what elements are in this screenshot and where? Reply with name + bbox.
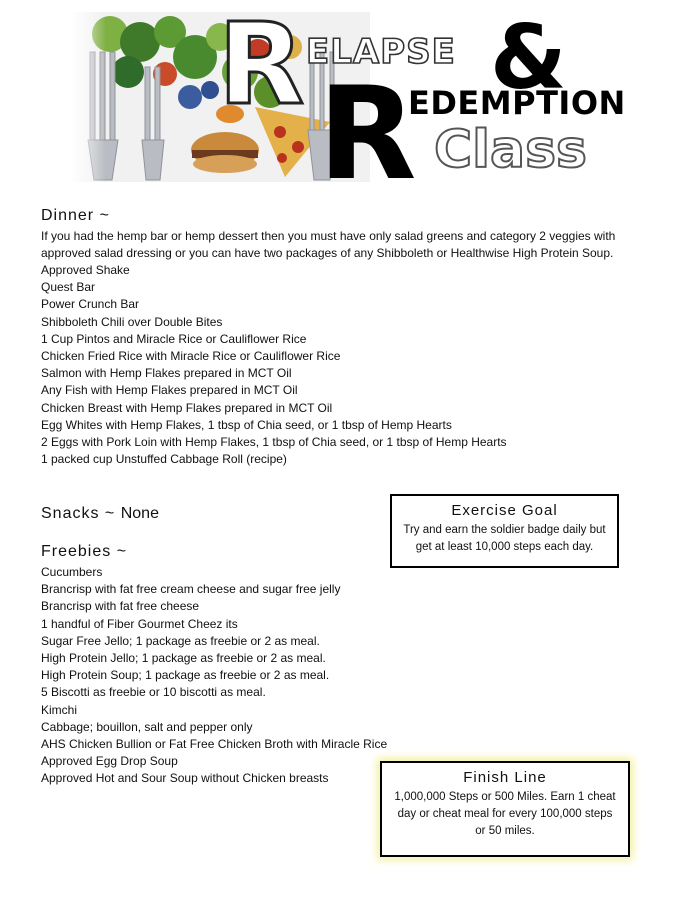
logo-letter-r2: R [318,60,415,209]
list-item: 2 Eggs with Pork Loin with Hemp Flakes, 1 tbsp of Chia seed, or 1 tbsp of Hemp Hearts [41,435,507,450]
list-item: High Protein Jello; 1 package as freebie or 2 as meal. [41,651,326,666]
list-item: 1 handful of Fiber Gourmet Cheez its [41,616,238,631]
dinner-heading: Dinner ~ [41,207,110,224]
list-item: Chicken Fried Rice with Miracle Rice or Cauliflower Rice [41,349,341,364]
exercise-goal-box [390,494,619,568]
list-item: Approved Shake [41,263,130,277]
list-item: Cabbage; bouillon, salt and pepper only [41,719,253,734]
header-banner [70,0,630,209]
snacks-heading-label: Snacks ~ [41,505,116,522]
snacks-value: None [120,505,159,522]
list-item: Brancrisp with fat free cream cheese and sugar free jelly [41,582,341,597]
list-item: Brancrisp with fat free cheese [41,599,200,614]
list-item: 5 Biscotti as freebie or 10 biscotti as meal. [41,685,266,700]
list-item: Egg Whites with Hemp Flakes, 1 tbsp of Chia seed, or 1 tbsp of Hemp Hearts [41,417,452,432]
freebies-list [41,564,387,788]
exercise-goal-text: Try and earn the soldier badge daily but get at least 10,000 steps each day. [403,524,606,553]
list-item: AHS Chicken Bullion or Fat Free Chicken Broth with Miracle Rice [41,737,388,752]
list-item: Approved Hot and Sour Soup without Chicken breasts [41,771,329,786]
logo-ampersand: & [490,6,567,109]
list-item: Quest Bar [41,280,96,295]
list-item: 1 packed cup Unstuffed Cabbage Roll (recipe) [41,452,287,467]
logo-word-class: Class [434,120,587,180]
list-item: Cucumbers [41,565,103,579]
list-item: High Protein Soup; 1 package as freebie or 2 as meal. [41,668,330,683]
list-item: Approved Egg Drop Soup [41,754,178,769]
freebies-heading: Freebies ~ [41,543,128,560]
finish-line-title: Finish Line [463,769,547,786]
finish-line-text: 1,000,000 Steps or 500 Miles. Earn 1 cheat day or cheat meal for every 100,000 steps or 50 miles. [394,791,616,837]
list-item: Chicken Breast with Hemp Flakes prepared in MCT Oil [41,400,333,415]
list-item: Power Crunch Bar [41,297,140,312]
logo-word-elapse: ELAPSE [306,32,456,72]
dinner-list [41,262,507,468]
list-item: Shibboleth Chili over Double Bites [41,314,223,329]
logo-letter-r1: R [218,0,303,130]
list-item: Any Fish with Hemp Flakes prepared in MCT Oil [41,383,298,398]
list-item: Kimchi [41,702,78,717]
list-item: 1 Cup Pintos and Miracle Rice or Cauliflower Rice [41,331,307,346]
snacks-heading [41,505,159,523]
list-item: Sugar Free Jello; 1 package as freebie or 2 as meal. [41,633,320,648]
list-item: Salmon with Hemp Flakes prepared in MCT Oil [41,366,292,381]
logo-word-edemption: EDEMPTION [408,84,626,122]
dinner-intro: If you had the hemp bar or hemp dessert then you must have only salad greens and category 2 veggies with approved salad dressing or you can have two packages of any Shibboleth or Healthwise High Protein Soup. [41,229,616,261]
exercise-goal-title: Exercise Goal [451,502,558,519]
finish-line-box [380,761,630,857]
